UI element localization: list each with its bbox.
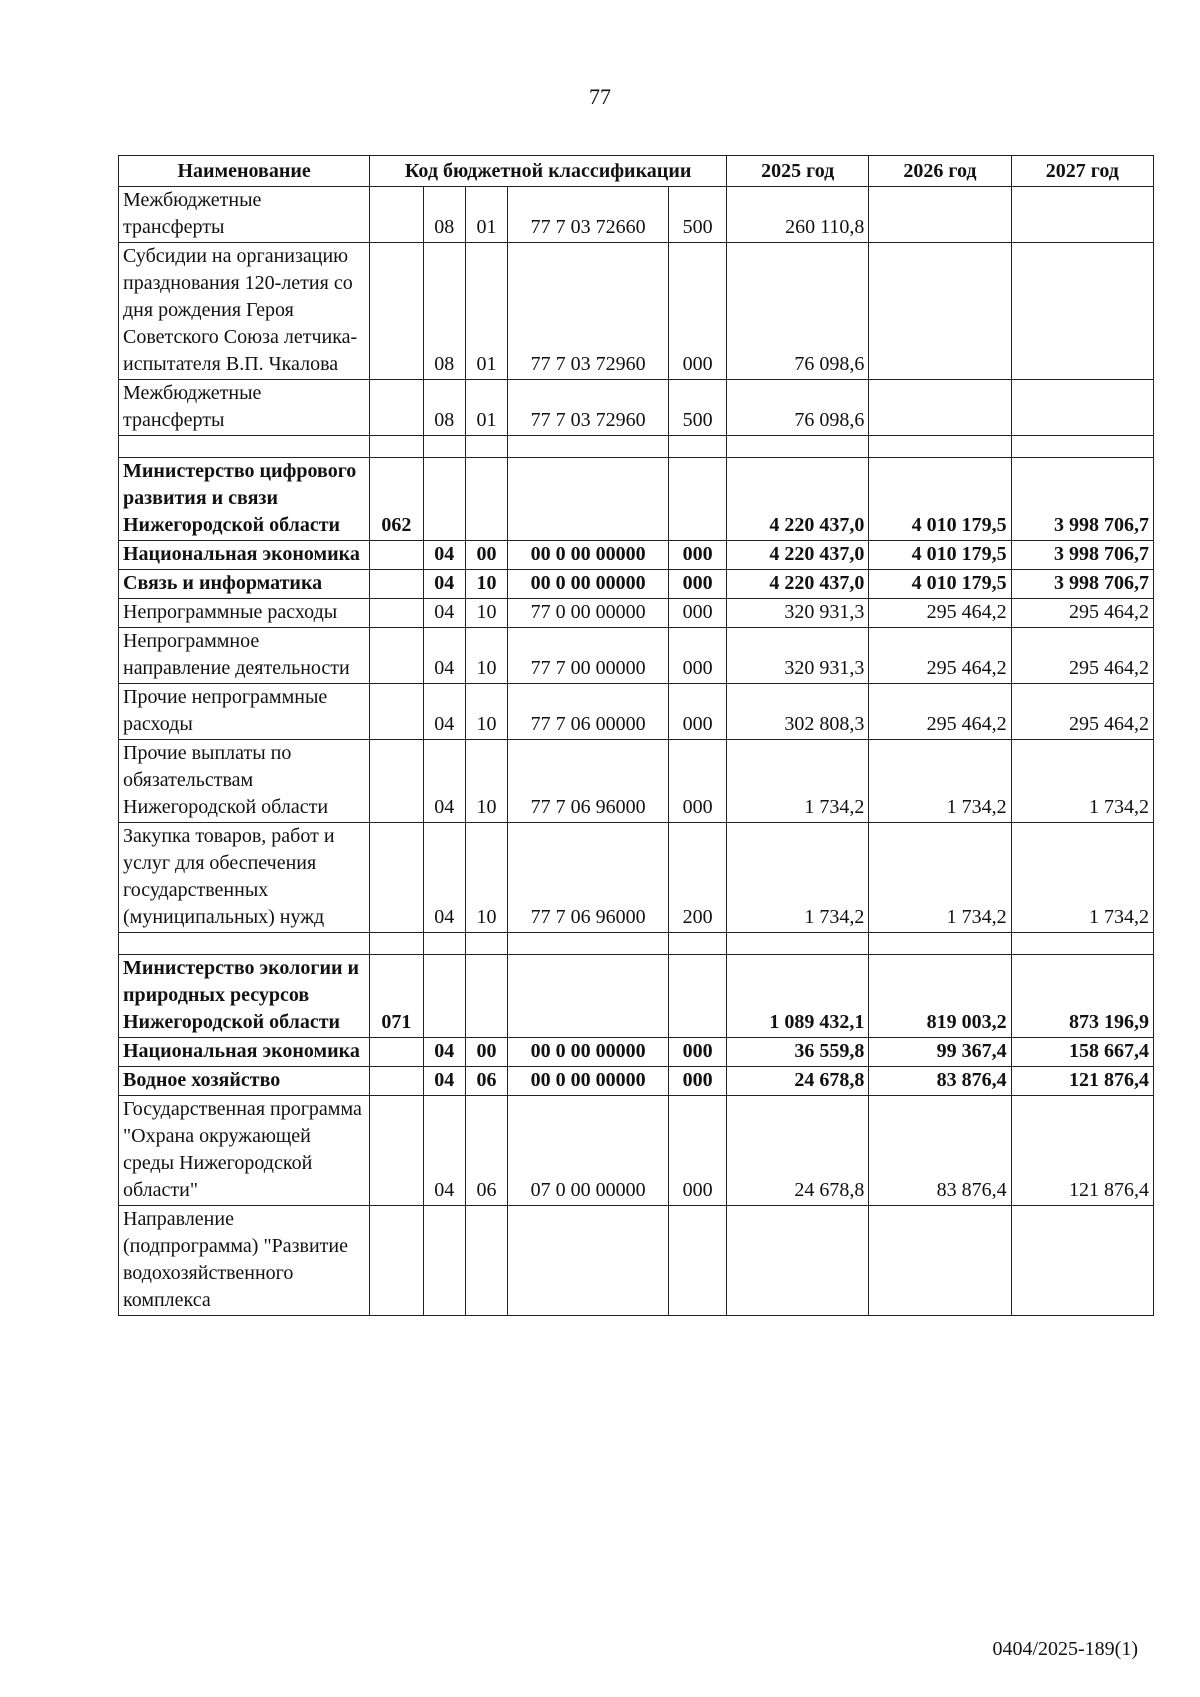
- target-article-code: 77 0 00 00000: [508, 599, 669, 628]
- row-name: Направление (подпрограмма) "Развитие водохозяйственного комплекса: [119, 1206, 370, 1316]
- empty-cell: [465, 436, 507, 458]
- table-row: [119, 684, 1154, 740]
- value-2027: 121 876,4: [1011, 1096, 1153, 1206]
- section-code: 04: [423, 628, 465, 684]
- value-2026: [869, 1206, 1011, 1316]
- value-2025: [727, 1206, 869, 1316]
- expense-type-code: 200: [669, 823, 727, 933]
- table-row: [119, 243, 1154, 380]
- dept-code: [370, 570, 423, 599]
- target-article-code: 00 0 00 00000: [508, 541, 669, 570]
- row-name: Межбюджетные трансферты: [119, 380, 370, 436]
- expense-type-code: 500: [669, 187, 727, 243]
- value-2026: 83 876,4: [869, 1096, 1011, 1206]
- section-code: 08: [423, 243, 465, 380]
- target-article-code: 77 7 03 72960: [508, 243, 669, 380]
- value-2026: 99 367,4: [869, 1038, 1011, 1067]
- empty-cell: [669, 436, 727, 458]
- table-row: [119, 740, 1154, 823]
- value-2027: 295 464,2: [1011, 599, 1153, 628]
- target-article-code: [508, 955, 669, 1038]
- value-2027: 1 734,2: [1011, 823, 1153, 933]
- section-code: 04: [423, 740, 465, 823]
- expense-type-code: 500: [669, 380, 727, 436]
- target-article-code: 00 0 00 00000: [508, 570, 669, 599]
- dept-code: [370, 1206, 423, 1316]
- row-name: Межбюджетные трансферты: [119, 187, 370, 243]
- section-code: 04: [423, 1038, 465, 1067]
- expense-type-code: 000: [669, 740, 727, 823]
- dept-code: [370, 541, 423, 570]
- spacer-row: [119, 436, 1154, 458]
- value-2026: 4 010 179,5: [869, 570, 1011, 599]
- section-code: 04: [423, 599, 465, 628]
- table-row: [119, 1038, 1154, 1067]
- header-name: Наименование: [119, 156, 370, 187]
- expense-type-code: 000: [669, 1096, 727, 1206]
- value-2025: 1 089 432,1: [727, 955, 869, 1038]
- empty-cell: [423, 933, 465, 955]
- value-2026: 295 464,2: [869, 684, 1011, 740]
- value-2025: 1 734,2: [727, 740, 869, 823]
- section-code: 04: [423, 1067, 465, 1096]
- subsection-code: 00: [465, 541, 507, 570]
- value-2025: 4 220 437,0: [727, 458, 869, 541]
- header-row: [119, 156, 1154, 187]
- section-code: 04: [423, 541, 465, 570]
- expense-type-code: 000: [669, 541, 727, 570]
- value-2026: 4 010 179,5: [869, 541, 1011, 570]
- section-code: 04: [423, 823, 465, 933]
- row-name: Субсидии на организацию празднования 120-летия со дня рождения Героя Советского Союза летчика-испытателя В.П. Чкалова: [119, 243, 370, 380]
- target-article-code: [508, 458, 669, 541]
- target-article-code: 77 7 03 72660: [508, 187, 669, 243]
- subsection-code: 01: [465, 243, 507, 380]
- dept-code: [370, 1067, 423, 1096]
- target-article-code: [508, 1206, 669, 1316]
- budget-table: [118, 155, 1154, 1316]
- document-code: 0404/2025-189(1): [992, 1638, 1138, 1660]
- target-article-code: 00 0 00 00000: [508, 1038, 669, 1067]
- table-row: [119, 599, 1154, 628]
- subsection-code: [465, 955, 507, 1038]
- dept-code: [370, 1096, 423, 1206]
- subsection-code: 01: [465, 187, 507, 243]
- value-2027: 295 464,2: [1011, 684, 1153, 740]
- section-code: [423, 955, 465, 1038]
- expense-type-code: 000: [669, 570, 727, 599]
- section-code: 04: [423, 684, 465, 740]
- empty-cell: [1011, 436, 1153, 458]
- empty-cell: [869, 933, 1011, 955]
- section-code: 04: [423, 1096, 465, 1206]
- value-2026: 1 734,2: [869, 823, 1011, 933]
- subsection-code: 10: [465, 823, 507, 933]
- header-2025: 2025 год: [727, 156, 869, 187]
- table-body: [119, 187, 1154, 1316]
- subsection-code: 10: [465, 628, 507, 684]
- header-2026: 2026 год: [869, 156, 1011, 187]
- expense-type-code: [669, 458, 727, 541]
- dept-code: [370, 684, 423, 740]
- empty-cell: [370, 933, 423, 955]
- empty-cell: [119, 933, 370, 955]
- row-name: Прочие непрограммные расходы: [119, 684, 370, 740]
- value-2026: 1 734,2: [869, 740, 1011, 823]
- empty-cell: [508, 933, 669, 955]
- value-2027: [1011, 243, 1153, 380]
- dept-code: [370, 599, 423, 628]
- target-article-code: 77 7 06 00000: [508, 684, 669, 740]
- value-2027: [1011, 1206, 1153, 1316]
- expense-type-code: 000: [669, 628, 727, 684]
- table-row: [119, 1206, 1154, 1316]
- row-name: Национальная экономика: [119, 541, 370, 570]
- value-2026: [869, 243, 1011, 380]
- empty-cell: [727, 436, 869, 458]
- value-2026: [869, 187, 1011, 243]
- subsection-code: [465, 458, 507, 541]
- empty-cell: [508, 436, 669, 458]
- row-name: Государственная программа "Охрана окружающей среды Нижегородской области": [119, 1096, 370, 1206]
- empty-cell: [465, 933, 507, 955]
- value-2026: 83 876,4: [869, 1067, 1011, 1096]
- subsection-code: [465, 1206, 507, 1316]
- table-row: [119, 187, 1154, 243]
- subsection-code: 10: [465, 570, 507, 599]
- dept-code: [370, 380, 423, 436]
- target-article-code: 77 7 06 96000: [508, 740, 669, 823]
- value-2025: 260 110,8: [727, 187, 869, 243]
- table-row: [119, 628, 1154, 684]
- value-2025: 76 098,6: [727, 380, 869, 436]
- value-2025: 302 808,3: [727, 684, 869, 740]
- dept-code: [370, 628, 423, 684]
- value-2026: 4 010 179,5: [869, 458, 1011, 541]
- table-row: [119, 380, 1154, 436]
- row-name: Прочие выплаты по обязательствам Нижегородской области: [119, 740, 370, 823]
- empty-cell: [423, 436, 465, 458]
- header-2027: 2027 год: [1011, 156, 1153, 187]
- value-2026: [869, 380, 1011, 436]
- value-2025: 36 559,8: [727, 1038, 869, 1067]
- value-2027: 121 876,4: [1011, 1067, 1153, 1096]
- target-article-code: 07 0 00 00000: [508, 1096, 669, 1206]
- dept-code: [370, 740, 423, 823]
- row-name: Министерство цифрового развития и связи Нижегородской области: [119, 458, 370, 541]
- section-code: 08: [423, 380, 465, 436]
- table-row: [119, 541, 1154, 570]
- value-2025: 320 931,3: [727, 628, 869, 684]
- section-code: [423, 458, 465, 541]
- expense-type-code: 000: [669, 1067, 727, 1096]
- value-2027: 295 464,2: [1011, 628, 1153, 684]
- dept-code: [370, 243, 423, 380]
- empty-cell: [669, 933, 727, 955]
- dept-code: 071: [370, 955, 423, 1038]
- expense-type-code: [669, 955, 727, 1038]
- spacer-row: [119, 933, 1154, 955]
- dept-code: [370, 1038, 423, 1067]
- table-row: [119, 823, 1154, 933]
- target-article-code: 77 7 00 00000: [508, 628, 669, 684]
- value-2027: 873 196,9: [1011, 955, 1153, 1038]
- row-name: Национальная экономика: [119, 1038, 370, 1067]
- subsection-code: 00: [465, 1038, 507, 1067]
- subsection-code: 10: [465, 599, 507, 628]
- empty-cell: [119, 436, 370, 458]
- table-row: [119, 1067, 1154, 1096]
- row-name: Закупка товаров, работ и услуг для обеспечения государственных (муниципальных) нужд: [119, 823, 370, 933]
- subsection-code: 10: [465, 684, 507, 740]
- value-2025: 24 678,8: [727, 1067, 869, 1096]
- page-number: 77: [589, 84, 611, 109]
- value-2026: 295 464,2: [869, 628, 1011, 684]
- target-article-code: 00 0 00 00000: [508, 1067, 669, 1096]
- empty-cell: [370, 436, 423, 458]
- value-2027: 1 734,2: [1011, 740, 1153, 823]
- empty-cell: [869, 436, 1011, 458]
- expense-type-code: [669, 1206, 727, 1316]
- value-2025: 76 098,6: [727, 243, 869, 380]
- value-2025: 4 220 437,0: [727, 541, 869, 570]
- row-name: Министерство экологии и природных ресурсов Нижегородской области: [119, 955, 370, 1038]
- value-2026: 295 464,2: [869, 599, 1011, 628]
- subsection-code: 10: [465, 740, 507, 823]
- table-row: [119, 955, 1154, 1038]
- value-2027: [1011, 187, 1153, 243]
- expense-type-code: 000: [669, 243, 727, 380]
- value-2025: 24 678,8: [727, 1096, 869, 1206]
- value-2025: 1 734,2: [727, 823, 869, 933]
- expense-type-code: 000: [669, 599, 727, 628]
- empty-cell: [727, 933, 869, 955]
- value-2027: 158 667,4: [1011, 1038, 1153, 1067]
- section-code: [423, 1206, 465, 1316]
- row-name: Непрограммное направление деятельности: [119, 628, 370, 684]
- header-code: Код бюджетной классификации: [370, 156, 727, 187]
- row-name: Водное хозяйство: [119, 1067, 370, 1096]
- value-2027: 3 998 706,7: [1011, 570, 1153, 599]
- dept-code: [370, 823, 423, 933]
- table-row: [119, 458, 1154, 541]
- value-2026: 819 003,2: [869, 955, 1011, 1038]
- expense-type-code: 000: [669, 1038, 727, 1067]
- target-article-code: 77 7 06 96000: [508, 823, 669, 933]
- empty-cell: [1011, 933, 1153, 955]
- value-2025: 4 220 437,0: [727, 570, 869, 599]
- section-code: 04: [423, 570, 465, 599]
- subsection-code: 06: [465, 1067, 507, 1096]
- value-2027: [1011, 380, 1153, 436]
- row-name: Связь и информатика: [119, 570, 370, 599]
- subsection-code: 01: [465, 380, 507, 436]
- section-code: 08: [423, 187, 465, 243]
- subsection-code: 06: [465, 1096, 507, 1206]
- expense-type-code: 000: [669, 684, 727, 740]
- value-2025: 320 931,3: [727, 599, 869, 628]
- target-article-code: 77 7 03 72960: [508, 380, 669, 436]
- table-row: [119, 570, 1154, 599]
- dept-code: [370, 187, 423, 243]
- row-name: Непрограммные расходы: [119, 599, 370, 628]
- value-2027: 3 998 706,7: [1011, 541, 1153, 570]
- dept-code: 062: [370, 458, 423, 541]
- table-row: [119, 1096, 1154, 1206]
- value-2027: 3 998 706,7: [1011, 458, 1153, 541]
